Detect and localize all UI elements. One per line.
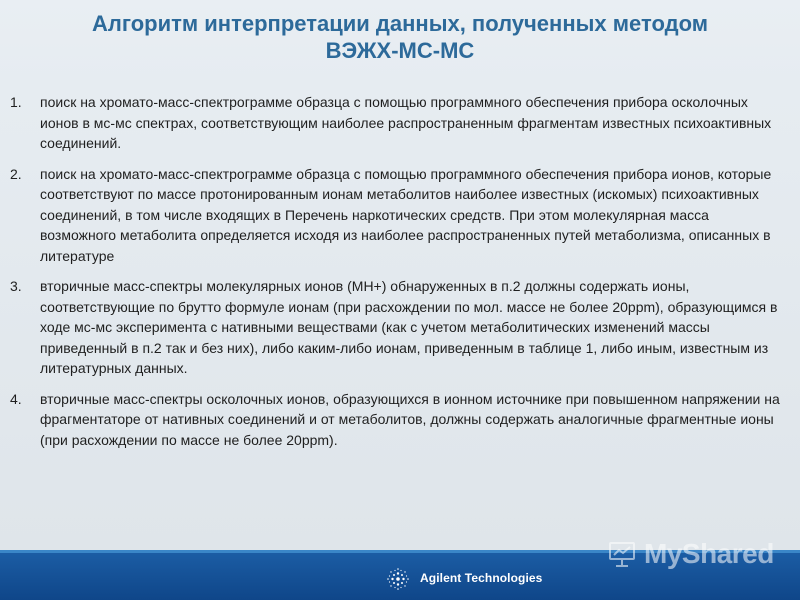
slide-title <box>0 10 800 64</box>
list-item-text: поиск на хромато-масс-спектрограмме образца с помощью программного обеспечения прибора осколочных ионов в мс-мс спектрах, соответствующим наиболее распространенным фрагментам известных психоактивных соединений. <box>40 94 772 151</box>
agilent-brand-text: Agilent Technologies <box>420 571 543 585</box>
list-item <box>10 92 780 154</box>
list-item-number: 1. <box>10 94 22 110</box>
list-item-text: поиск на хромато-масс-спектрограмме образца с помощью программного обеспечения прибора ионов, которые соответствуют по массе протонированным ионам метаболитов наиболее известных (искомых) психоактивных соединений, в том числе входящих в Перечень наркотических средств. При этом молекулярная масса возможного метаболита определяется исходя из наиболее распространенных путей метаболизма, описанных в литературе <box>40 165 772 264</box>
myshared-watermark <box>606 536 774 572</box>
slide-title-line-2: ВЭЖХ-МС-МС <box>325 38 475 63</box>
list-item-number: 3. <box>10 278 22 294</box>
list-item <box>10 389 780 451</box>
list-item-text: вторичные масс-спектры осколочных ионов, образующихся в ионном источнике при повышенном напряжении на фрагментаторе от нативных соединений и от метаболитов, должны содержать аналогичные фрагментные ионы (при расхождении по массе не более 20ppm). <box>40 390 780 448</box>
list-item <box>10 276 780 379</box>
watermark-text: MyShared <box>644 538 774 569</box>
agilent-spark-icon <box>385 566 411 592</box>
slide-title-line-1: Алгоритм интерпретации данных, полученных методом <box>91 11 708 36</box>
numbered-list <box>10 92 780 460</box>
list-item-number: 4. <box>10 390 22 407</box>
list-item <box>10 164 780 267</box>
presentation-board-icon <box>606 538 638 570</box>
list-item-number: 2. <box>10 165 22 182</box>
list-item-text: вторичные масс-спектры молекулярных ионов (МН+) обнаруженных в п.2 должны содержать ионы, соответствующие по брутто формуле ионам (при расхождении по мол. массе не более 20ppm), образующимся в ходе мс-мс эксперимента с нативными веществами (как с учетом метаболитических изменений массы приведенный в п.2 так и без них), либо каким-либо ионам, приведенным в таблице 1, либо иным, известным из литературных данных. <box>40 278 778 376</box>
